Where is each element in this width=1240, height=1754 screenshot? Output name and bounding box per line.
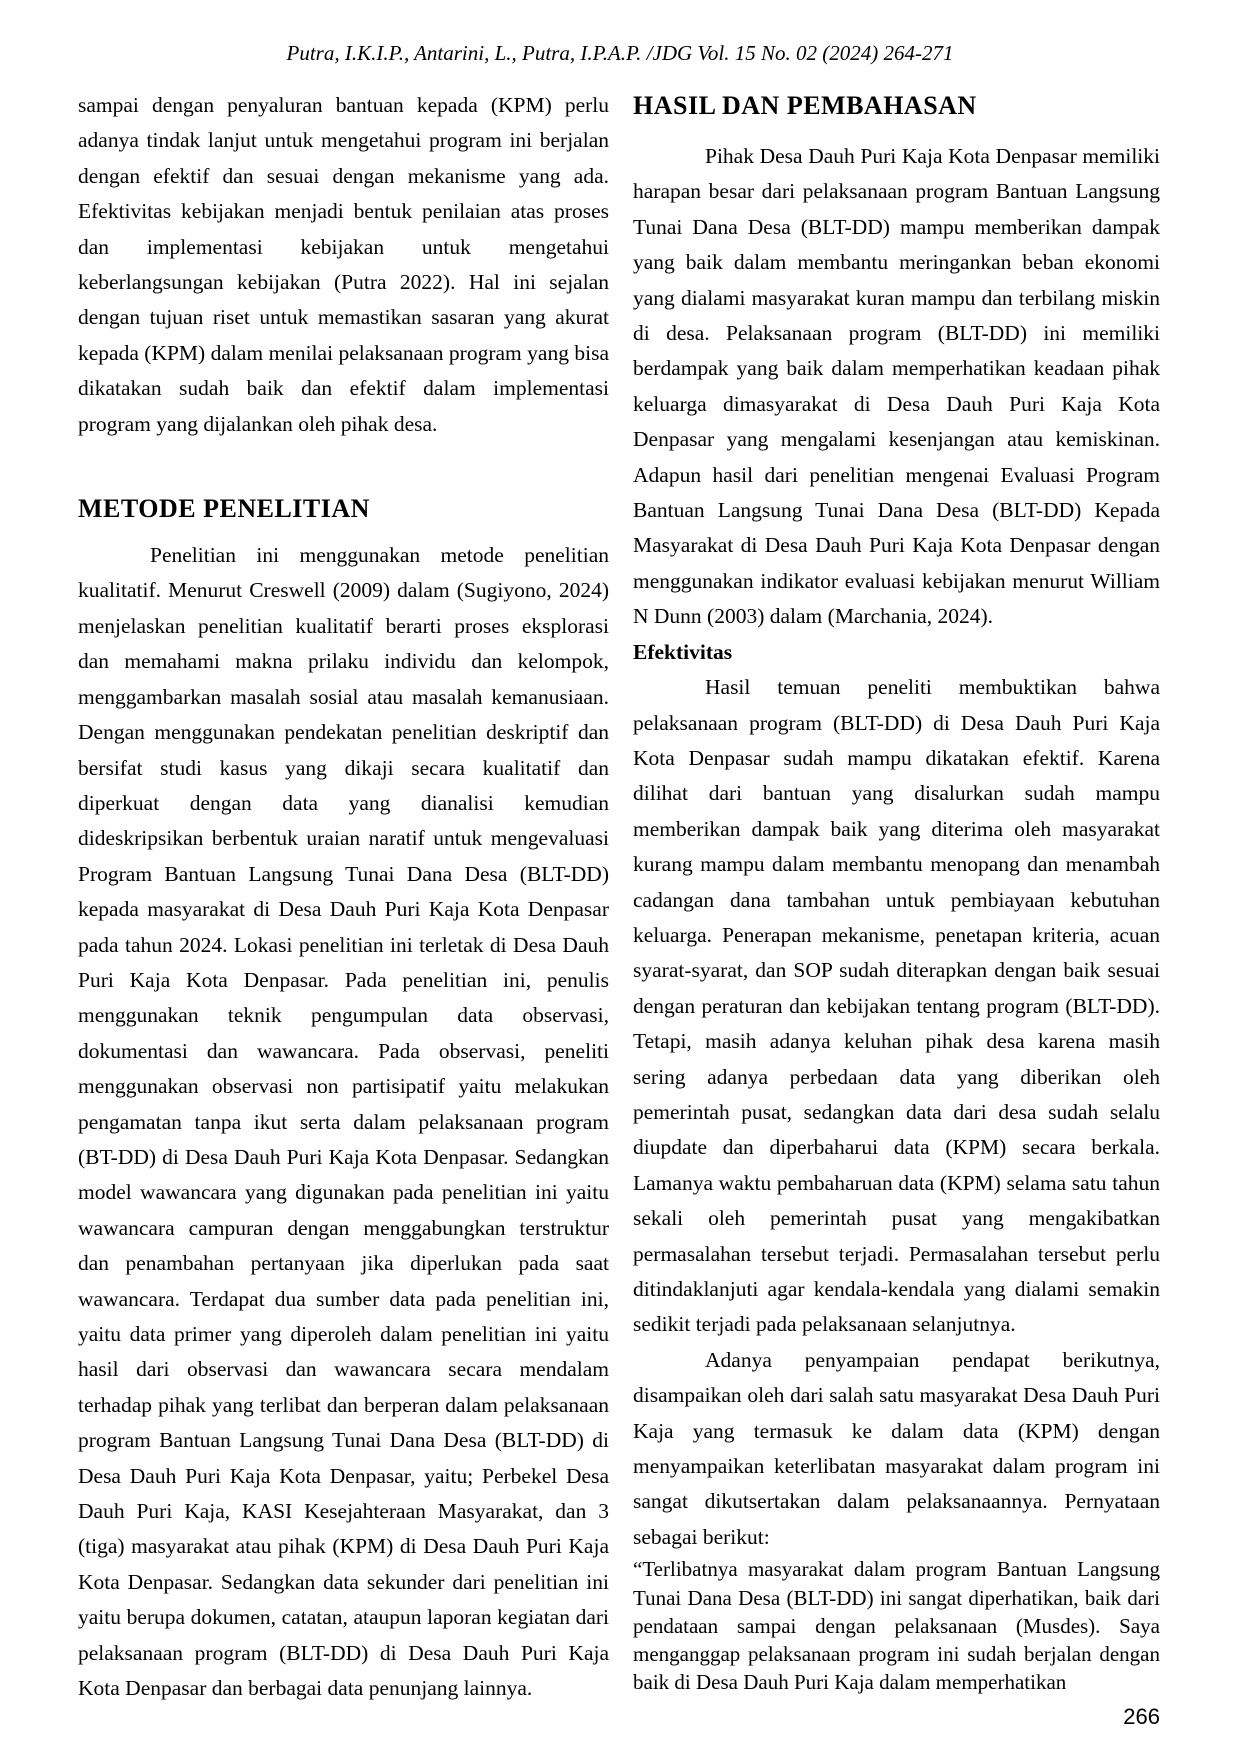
- hasil-paragraph: Pihak Desa Dauh Puri Kaja Kota Denpasar memiliki harapan besar dari pelaksanaan program Bantuan Langsung Tunai Dana Desa (BLT-DD) mampu memberikan dampak yang baik dalam membantu meringankan beban ekonomi yang dialami masyarakat kuran mampu dan terbilang miskin di desa. Pelaksanaan program (BLT-DD) ini memiliki berdampak yang baik dalam memperhatikan keadaan pihak keluarga dimasyarakat di Desa Dauh Puri Kaja Kota Denpasar yang mengalami kesenjangan atau kemiskinan. Adapun hasil dari penelitian mengenai Evaluasi Program Bantuan Langsung Tunai Dana Desa (BLT-DD) Kepada Masyarakat di Desa Dauh Puri Kaja Kota Denpasar dengan menggunakan indikator evaluasi kebijakan menurut William N Dunn (2003) dalam (Marchania, 2024).: [633, 144, 1160, 629]
- sub-heading-efektivitas: Efektivitas: [633, 639, 733, 664]
- section-heading-metode-penelitian: METODE PENELITIAN: [78, 494, 370, 524]
- running-head-citation: Putra, I.K.I.P., Antarini, L., Putra, I.P.A.P. /JDG Vol. 15 No. 02 (2024) 264-271: [286, 41, 954, 65]
- right-column: [633, 88, 1160, 1697]
- pendapat-paragraph: Adanya penyampaian pendapat berikutnya, disampaikan oleh dari salah satu masyarakat Desa Dauh Puri Kaja yang termasuk ke dalam data (KPM) dengan menyampaikan keterlibatan masyarakat dalam program ini sangat dikutsertakan dalam pelaksanaannya. Pernyataan sebagai berikut:: [633, 1347, 1160, 1549]
- metode-paragraph: Penelitian ini menggunakan metode penelitian kualitatif. Menurut Creswell (2009) dalam (Sugiyono, 2024) menjelaskan penelitian kualitatif berarti proses eksplorasi dan memahami makna prilaku individu dan kelompok, menggambarkan masalah sosial atau masalah kemanusiaan. Dengan menggunakan pendekatan penelitian deskriptif dan bersifat studi kasus yang dikaji secara kualitatif dan diperkuat dengan data yang dianalisi kemudian dideskripsikan berbentuk uraian naratif untuk mengevaluasi Program Bantuan Langsung Tunai Dana Desa (BLT-DD) kepada masyarakat di Desa Dauh Puri Kaja Kota Denpasar pada tahun 2024. Lokasi penelitian ini terletak di Desa Dauh Puri Kaja Kota Denpasar. Pada penelitian ini, penulis menggunakan teknik pengumpulan data observasi, dokumentasi dan wawancara. Pada observasi, peneliti menggunakan observasi non partisipatif yaitu melakukan pengamatan tanpa ikut serta dalam pelaksanaan program (BT-DD) di Desa Dauh Puri Kaja Kota Denpasar. Sedangkan model wawancara yang digunakan pada penelitian ini yaitu wawancara campuran dengan menggabungkan terstruktur dan penambahan pertanyaan jika diperlukan pada saat wawancara. Terdapat dua sumber data pada penelitian ini, yaitu data primer yang diperoleh dalam penelitian ini yaitu hasil dari observasi dan wawancara secara mendalam terhadap pihak yang terlibat dan berperan dalam pelaksanaan program Bantuan Langsung Tunai Dana Desa (BLT-DD) di Desa Dauh Puri Kaja Kota Denpasar, yaitu; Perbekel Desa Dauh Puri Kaja, KASI Kesejahteraan Masyarakat, dan 3 (tiga) masyarakat atau pihak (KPM) di Desa Dauh Puri Kaja Kota Denpasar. Sedangkan data sekunder dari penelitian ini yaitu berupa dokumen, catatan, ataupun laporan kegiatan dari pelaksanaan program (BLT-DD) di Desa Dauh Puri Kaja Kota Denpasar dan berbagai data penunjang lainnya.: [78, 543, 609, 1701]
- left-column: [78, 88, 609, 1706]
- continuation-paragraph: sampai dengan penyaluran bantuan kepada (KPM) perlu adanya tindak lanjut untuk mengetahui program ini berjalan dengan efektif dan sesuai dengan mekanisme yang ada. Efektivitas kebijakan menjadi bentuk penilaian atas proses dan implementasi kebijakan untuk mengetahui keberlangsungan kebijakan (Putra 2022). Hal ini sejalan dengan tujuan riset untuk memastikan sasaran yang akurat kepada (KPM) dalam menilai pelaksanaan program yang bisa dikatakan sudah baik dan efektif dalam implementasi program yang dijalankan oleh pihak desa.: [78, 93, 609, 436]
- section-heading-hasil-dan-pembahasan: HASIL DAN PEMBAHASAN: [633, 91, 977, 120]
- interview-quote: “Terlibatnya masyarakat dalam program Bantuan Langsung Tunai Dana Desa (BLT-DD) ini sangat diperhatikan, baik dari pendataan sampai dengan pelaksanaan (Musdes). Saya menganggap pelaksanaan program ini sudah berjalan dengan baik di Desa Dauh Puri Kaja dalam memperhatikan: [633, 1557, 1160, 1695]
- page-number: 266: [1123, 1704, 1160, 1729]
- efektivitas-paragraph: Hasil temuan peneliti membuktikan bahwa pelaksanaan program (BLT-DD) di Desa Dauh Puri Kaja Kota Denpasar sudah mampu dikatakan efektif. Karena dilihat dari bantuan yang disalurkan sudah mampu memberikan dampak baik yang diterima oleh masyarakat kurang mampu dalam membantu menopang dan menambah cadangan dana tambahan untuk pembiayaan kebutuhan keluarga. Penerapan mekanisme, penetapan kriteria, acuan syarat-syarat, dan SOP sudah diterapkan dengan baik sesuai dengan peraturan dan kebijakan tentang program (BLT-DD). Tetapi, masih adanya keluhan pihak desa karena masih sering adanya perbedaan data yang diberikan oleh pemerintah pusat, sedangkan data dari desa sudah selalu diupdate dan diperbaharui data (KPM) secara berkala. Lamanya waktu pembaharuan data (KPM) selama satu tahun sekali oleh pemerintah pusat yang mengakibatkan permasalahan tersebut terjadi. Permasalahan tersebut perlu ditindaklanjuti agar kendala-kendala yang dialami semakin sedikit terjadi pada pelaksanaan selanjutnya.: [633, 675, 1160, 1337]
